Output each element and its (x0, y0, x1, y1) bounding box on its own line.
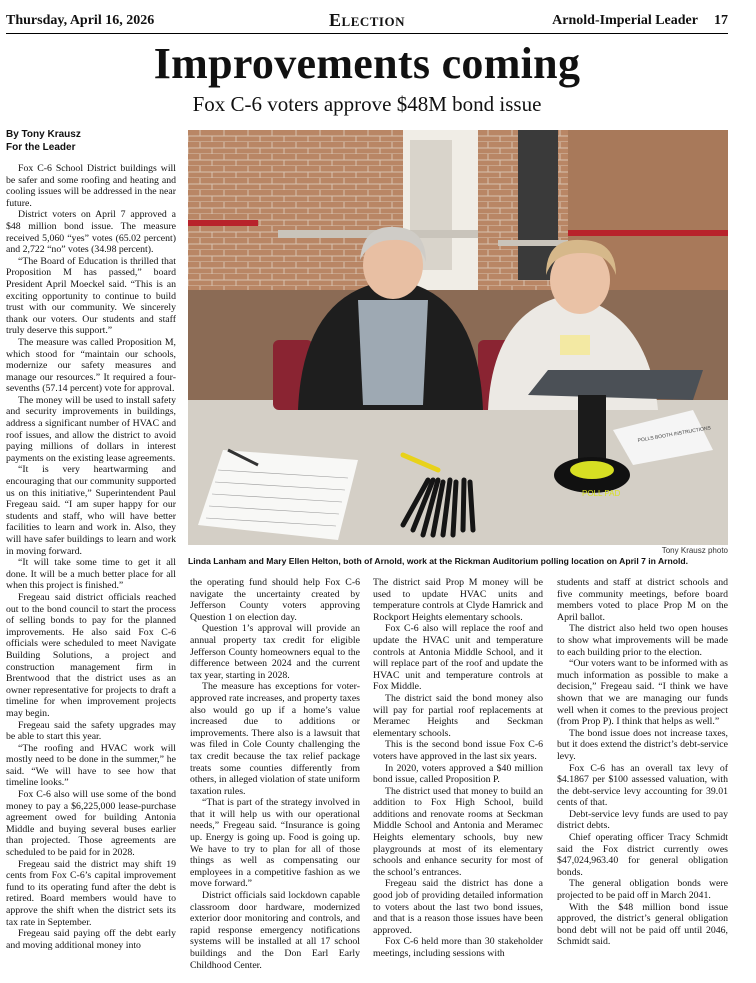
article-paragraph: Question 1’s approval will provide an annual property tax credit for eligible Jefferson County homeowners equal to the difference between 2024 and the current tax year, starting in 2028. (190, 623, 360, 681)
header-rule (6, 33, 728, 34)
article-paragraph: Debt-service levy funds are used to pay district debts. (557, 808, 728, 832)
article-paragraph: The district said Prop M money will be used to update HVAC units and temperature controls at Clyde Hamrick and Rockport Heights elementary schools. (373, 577, 543, 623)
article-paragraph: The general obligation bonds were projected to be paid off in March 2041. (557, 878, 728, 902)
issue-date: Thursday, April 16, 2026 (6, 13, 155, 28)
article-paragraph: This is the second bond issue Fox C-6 voters have approved in the last six years. (373, 739, 543, 762)
byline-affiliation: For the Leader (6, 142, 76, 153)
article-paragraph: Chief operating officer Tracy Schmidt said the Fox district currently owes $47,024,963.40 for general obligation bonds. (557, 832, 728, 878)
article-column-3 (373, 577, 543, 960)
article-paragraph: District voters on April 7 approved a $48 million bond issue. The measure received 5,060 “yes” votes (65.02 percent) and 2,722 “no” votes (34.98 percent). (6, 209, 176, 256)
article-paragraph: The bond issue does not increase taxes, but it does extend the district’s debt-service levy. (557, 727, 728, 762)
article-column-1 (6, 163, 176, 951)
article-paragraph: “It is very heartwarming and encouraging that our community supported us on this initiative,” Superintendent Paul Fregeau said. “I am super happy for our students and staff, who will have better facilities to learn and work in. Also, they will have safer buildings to learn and work in moving forward. (6, 464, 176, 557)
article-paragraph: Fregeau said district officials reached out to the bond council to start the process of selling bonds to pay for the planned improvements. He also said Fox C-6 officials were scheduled to meet Navigate Building Solutions, a project and construction management firm in Brentwood that the district uses as an owner representative for projects to draft a timeline for when improvement projects may begin. (6, 591, 176, 719)
article-paragraph: Fregeau said the district has done a good job of providing detailed information to voters about the last two bond issues, and that is a reason those issues have been approved. (373, 878, 543, 936)
article-paragraph: The district used that money to build an addition to Fox High School, build additions and renovate rooms at Seckman Middle School and Antonia and Meramec Heights elementary schools, buy new playgrounds at most of its elementary schools and enhance security for most of the school’s entrances. (373, 785, 543, 878)
article-paragraph: Fox C-6 also will use some of the bond money to pay a $6,225,000 lease-purchase agreement owed for building Antonia Middle and buying several buses earlier than projected. Those agreements are scheduled to be paid for in 2028. (6, 789, 176, 859)
page-header (6, 10, 728, 32)
article-paragraph: Fox C-6 also will replace the roof and update the HVAC unit and temperature controls at Antonia Middle School, and it will replace part of the roof and update the HVAC unit and temperature controls at Fox Middle. (373, 623, 543, 693)
red-rail-left (188, 220, 258, 226)
name-badge (560, 335, 590, 355)
section-label: Election (329, 10, 405, 30)
page-number: 17 (714, 13, 728, 28)
article-paragraph: The measure was called Proposition M, which stood for “maintain our schools, modernize our safety measures and manage our resources.” It required a four-sevenths (57.14 percent) vote for approval. (6, 336, 176, 395)
photo-caption: Linda Lanham and Mary Ellen Helton, both of Arnold, work at the Rickman Auditorium polling location on April 7 in Arnold. (188, 556, 689, 566)
poll-worker-left-shirt (358, 300, 428, 405)
article-column-2 (190, 577, 360, 971)
newspaper-name: Arnold-Imperial Leader (552, 13, 698, 28)
article-paragraph: the operating fund should help Fox C-6 navigate the uncertainty created by Jefferson County voters approving Question 1 on election day. (190, 577, 360, 623)
photo-illustration (188, 130, 728, 545)
ballot-sheet (198, 450, 358, 540)
article-paragraph: Fregeau said the district may shift 19 cents from Fox C-6’s capital improvement fund to its operating fund after the debt is retired. Board members would have to approve the shift when the district sets its tax rate in September. (6, 858, 176, 928)
sign-text: POLLS BOOTH INSTRUCTIONS (637, 425, 712, 444)
article-paragraph: The district also held two open houses to show what improvements will be made to each building prior to the election. (557, 623, 728, 658)
headline: Improvements coming (153, 39, 581, 88)
article-paragraph: “The Board of Education is thrilled that Proposition M has passed,” board President April Moeckel said. “This is an exciting opportunity to continue to build trust with our community. We sincerely thank our voters. Our students and staff truly deserve this support.” (6, 255, 176, 337)
article-paragraph: Fregeau said the safety upgrades may be able to start this year. (6, 719, 176, 743)
subheadline: Fox C-6 voters approve $48M bond issue (192, 92, 542, 116)
article-paragraph: “That is part of the strategy involved in that it will help us with our operational needs,” Fregeau said. “Insurance is going up. Energy is going up. Food is going up. We have to try to plan for all of those things as well as compensating our employees in a competitive fashion as we move forward.” (190, 797, 360, 890)
article-paragraph: Fregeau said paying off the debt early and moving additional money into (6, 928, 176, 951)
byline-author: By Tony Krausz (6, 129, 81, 140)
photo-credit: Tony Krausz photo (661, 546, 728, 555)
article-paragraph: The district said the bond money also will pay for partial roof replacements at Meramec Heights and Seckman elementary schools. (373, 692, 543, 739)
article-paragraph: District officials said lockdown capable classroom door hardware, modernized exterior door monitoring and controls, and rapid response emergency notifications systems will be installed at all 17 school buildings and the Don Earl Early Childhood Center. (190, 890, 360, 971)
article-paragraph: “It will take some time to get it all done. It will be a much better place for all when this project is finished.” (6, 557, 176, 592)
side-table (498, 240, 568, 246)
red-rail-right (568, 230, 728, 236)
byline (6, 128, 81, 154)
article-paragraph: Fox C-6 has an overall tax levy of $4.1867 per $100 assessed valuation, with the debt-service levy accounting for 39.01 cents of that. (557, 762, 728, 809)
article-paragraph: The measure has exceptions for voter-approved rate increases, and property taxes also would go up if a home’s value increased due to additions or improvements. There also is a lawsuit that was filed in Cole County challenging the tax credit because the tax relief package treats some counties differently from others, in alleged violation of state uniform taxation rules. (190, 681, 360, 797)
article-paragraph: “The roofing and HVAC work will mostly need to be done in the summer,” he said. “We will have to see how that timeline looks.” (6, 742, 176, 789)
article-photo (188, 130, 728, 545)
article-paragraph: students and staff at district schools and five community meetings, before board members voted to place Prop M on the April ballot. (557, 577, 728, 623)
article-paragraph: Fox C-6 held more than 30 stakeholder meetings, including sessions with (373, 936, 543, 959)
poll-pad-light (570, 461, 614, 479)
poll-pad-tablet (528, 370, 703, 400)
poll-pad-logo: POLL PAD (582, 489, 621, 498)
article-paragraph: In 2020, voters approved a $40 million bond issue, called Proposition P. (373, 762, 543, 786)
article-paragraph: “Our voters want to be informed with as much information as possible to make a decision,” Fregeau said. “I think we have shown that we are managing our funds well when it comes to the previous project (from Prop P). I think that helps as well.” (557, 658, 728, 728)
article-column-4 (557, 577, 728, 948)
article-paragraph: With the $48 million bond issue approved, the district’s general obligation bond debt will not be paid off until 2046, Schmidt said. (557, 901, 728, 948)
article-paragraph: The money will be used to install safety and security improvements in buildings, address a significant number of HVAC and roof issues, and allow the district to avoid paying millions of dollars in interest payments on the existing lease agreements. (6, 394, 176, 464)
article-paragraph: Fox C-6 School District buildings will be safer and some roofing and heating and cooling issues will be addressed in the near future. (6, 163, 176, 209)
